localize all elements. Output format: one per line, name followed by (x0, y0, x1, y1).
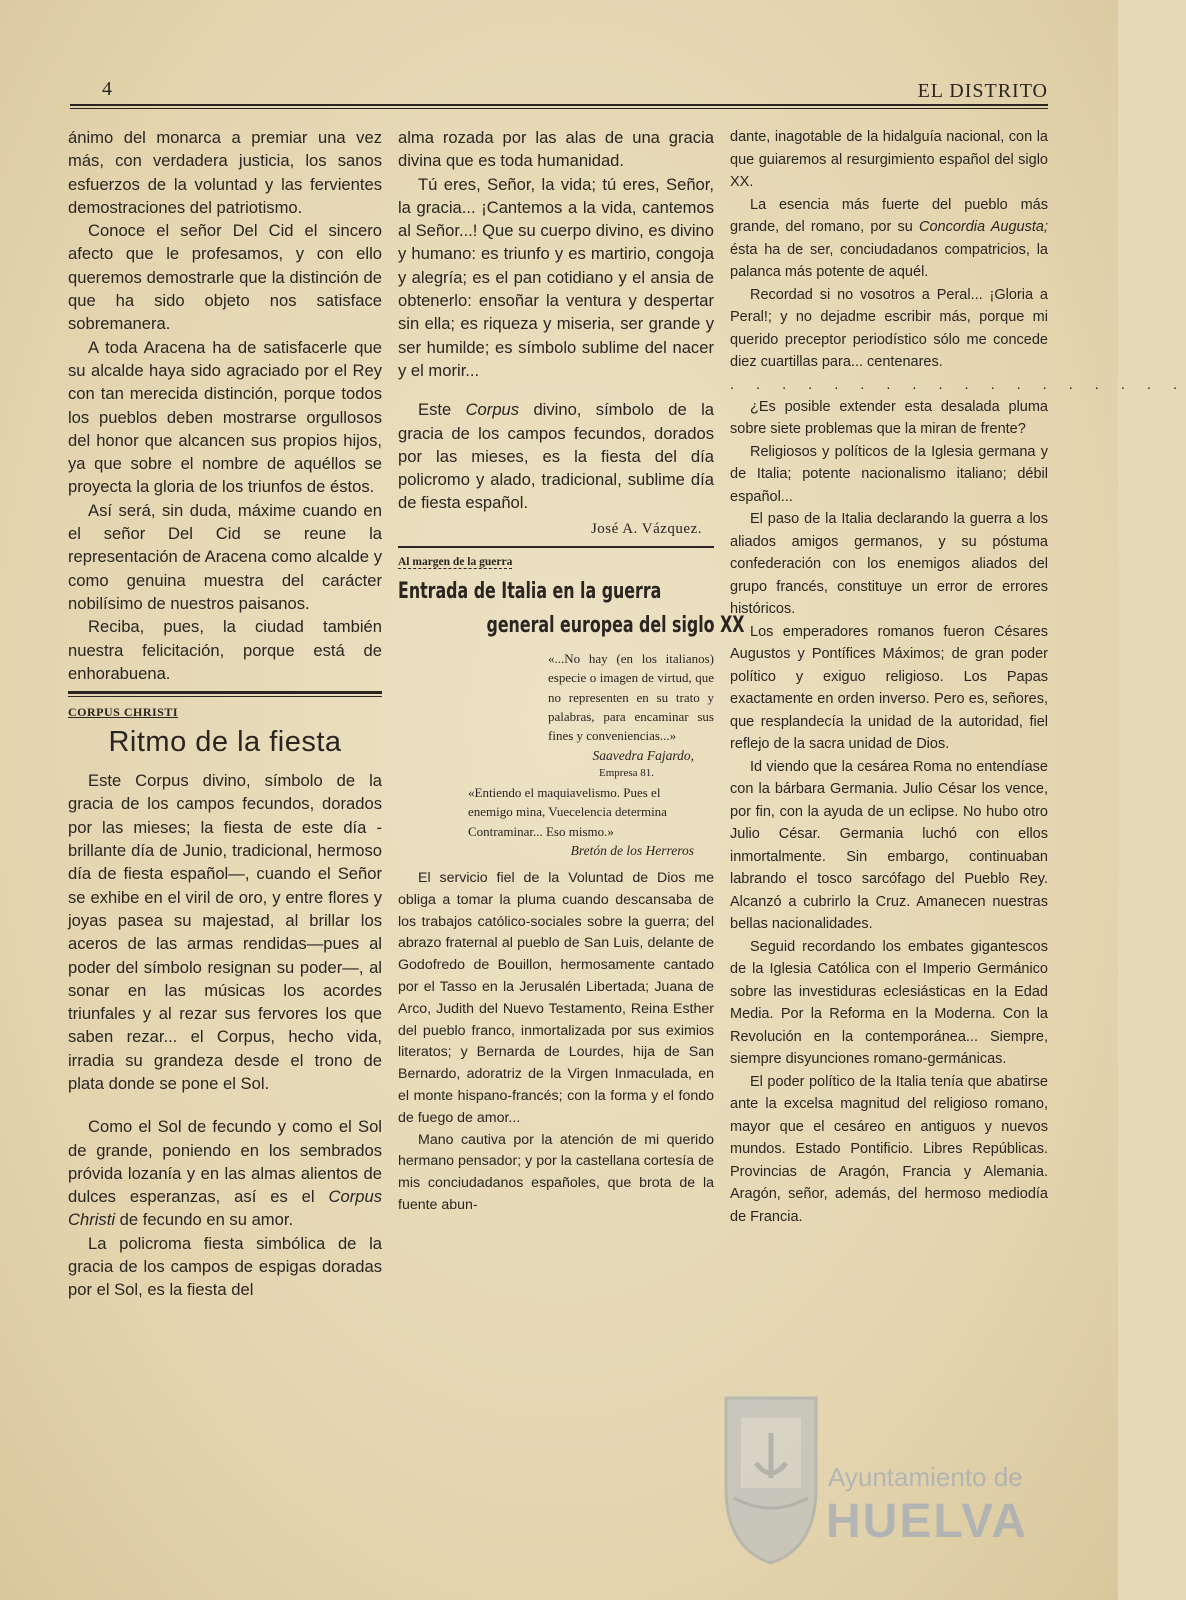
article-headline-line1: Entrada de Italia en la guerra (398, 578, 662, 604)
article-paragraph: Id viendo que la cesárea Roma no entendíase con la bárbara Germania. Julio César los vence, por fin, con la ayuda de un eclipse. No hubo otro Julio César. Germania luchó con ellos inmortalmente. Sin embargo, continuaban labrando el tosco sarcófago del Pueblo Rey. Alcanzó a cubrirlo la Cruz. Amanecen nuestras bellas nacionalidades. (730, 758, 1048, 932)
header-rule (70, 104, 1048, 106)
article-paragraph: Como el Sol de fecundo y como el Sol de grande, poniendo en los sembrados próvida lozanía y en las almas alientos de dulces esperanzas, así es el Corpus Christi de fecundo en su amor. (68, 1117, 382, 1230)
paragraph: Conoce el señor Del Cid el sincero afecto que le profesamos, y con ello queremos demostrarle que la distinción de que ha sido objeto nos satisface sobremanera. (68, 221, 382, 334)
article-paragraph: dante, inagotable de la hidalguía nacional, con la que guiaremos al resurgimiento español del siglo XX. (730, 129, 1048, 190)
epigraph-author: Saavedra Fajardo, (592, 747, 694, 763)
section-kicker: Al margen de la guerra (398, 555, 513, 568)
header-rule-thin (70, 108, 1048, 109)
emphasis: Concordia Augusta; (919, 219, 1048, 235)
ellipsis-divider: . . . . . . . . . . . . . . . . . . (730, 376, 1186, 393)
section-divider (398, 546, 714, 548)
column-1 (68, 126, 382, 1302)
epigraph-source: Empresa 81. (599, 766, 654, 779)
article-paragraph: Los emperadores romanos fueron Césares Augustos y Pontífices Máximos; de gran poder político y exiguo religioso. Los Papas exactamente en orden inverso. Pero es, señores, que resplandecía la unidad de la autoridad, fiel reflejo de la sacra unidad de Dios. (730, 623, 1048, 752)
section-kicker: CORPUS CHRISTI (68, 705, 179, 720)
emphasis: Corpus (465, 400, 520, 420)
section-divider (68, 691, 382, 694)
article-paragraph: alma rozada por las alas de una gracia divina que es toda humanidad. (398, 128, 714, 171)
column-3 (730, 126, 1186, 1228)
article-paragraph: El paso de la Italia declarando la guerra a los aliados amigos germanos, y su póstuma confederación con los enemigos aliados del grupo francés, constituye un error de errores históricos. (730, 511, 1048, 617)
article-paragraph: Religiosos y políticos de la Iglesia germana y de Italia; potente nacionalismo italiano; débil español... (730, 443, 1048, 505)
article-paragraph: Tú eres, Señor, la vida; tú eres, Señor, la gracia... ¡Cantemos a la vida, cantemos al Señor...! Que su cuerpo divino, es divino y humano: es triunfo y es martirio, congoja y alegría; es el pan cotidiano y el ansia de obtenerlo: ensoñar la ventura y despertar sin ella; es riqueza y miseria, ser grande y ser humilde; es símbolo sublime del nacer y el morir... (398, 174, 714, 380)
emphasis: Corpus Christi (68, 1187, 382, 1230)
masthead-title: EL DISTRITO (917, 80, 1048, 102)
article-headline-line2: general europea del siglo XX (486, 612, 745, 638)
article-paragraph: Mano cautiva por la atención de mi querido hermano pensador; y por la castellana cortesía de mis conciudadanos españoles, que brota de la fuente abun- (398, 1131, 714, 1213)
epigraph-quote: «...No hay (en los italianos) especie o imagen de virtud, que no representen en su trato y palabras, para encaminar sus fines y conveniencias...» (548, 650, 714, 744)
paragraph: A toda Aracena ha de satisfacerle que su alcalde haya sido agraciado por el Rey con tan merecida distinción, porque todos los pueblos deben mostrarse orgullosos del honor que alcancen sus propios hijos, ya que sobre el nombre de aquéllos se proyecta la gloria de los triunfos de éstos. (68, 337, 382, 497)
page-header (70, 78, 1048, 106)
article-paragraph: Este Corpus divino, símbolo de la gracia de los campos fecundos, dorados por las mieses; la fiesta de este día - brillante día de Junio, tradicional, hermoso día de fiesta español—, cuando el Señor se exhibe en el viril de oro, y entre flores y joyas pasea su majestad, al brillar los aceros de las armas rendidas—pues al poder del símbolo resignan su poder—, al sonar en las músicas los acordes triunfales y al rezar sus fervores los que saben rezar... el Corpus, hecho vida, irradia su grandeza desde el trono de plata donde se pone el Sol. (68, 771, 382, 1093)
article-headline: Ritmo de la fiesta (108, 726, 342, 759)
article-paragraph: Recordad si no vosotros a Peral... ¡Gloria a Peral!; y no dejadme escribir más, porque mi querido preceptor periodístico sólo me concede diez cuartillas para... centenares. (730, 286, 1048, 370)
column-2 (398, 126, 745, 1217)
author-signature: José A. Vázquez. (590, 520, 702, 537)
watermark-text: HUELVA (826, 1495, 1029, 1548)
article-paragraph: El servicio fiel de la Voluntad de Dios me obliga a tomar la pluma cuando descansaba de los trabajos católico-sociales sobre la guerra; del abrazo fraternal al pueblo de San Luis, delante de Godofredo de Bouillon, hermosamente cantado por el Tasso en la Jerusalén Libertada; Juana de Arco, Judith del Nuevo Testamento, Reina Esther del pueblo franco, inmortalizada por sus eximios literatos; y Bernarda de Lourdes, hija de San Bernardo, adoratriz de la Virgen Inmaculada, en el monte hispano-francés; con la forma y el fondo de fuego de amor... (398, 870, 714, 1126)
page-number: 4 (102, 78, 112, 100)
epigraph-quote: «Entiendo el maquiavelismo. Pues el enemigo mina, Vuecelencia determina Contraminar... Eso mismo.» (468, 784, 667, 839)
section-divider-thin (68, 696, 382, 697)
paragraph: Reciba, pues, la ciudad también nuestra felicitación, porque está de enhorabuena. (68, 617, 382, 683)
watermark-text: Ayuntamiento de (828, 1462, 1023, 1492)
paragraph: Así será, sin duda, máxime cuando en el señor Del Cid se reune la representación de Aracena como alcalde y como genuina muestra del carácter nobilísimo de nuestros paisanos. (68, 500, 382, 613)
article-paragraph: La policroma fiesta simbólica de la gracia de los campos de espigas doradas por el Sol, es la fiesta del (68, 1233, 382, 1300)
paragraph: ánimo del monarca a premiar una vez más, con verdadera justicia, los sanos esfuerzos de la voluntad y las fervientes demostraciones del patriotismo. (68, 128, 382, 217)
article-paragraph: ¿Es posible extender esta desalada pluma sobre siete problemas que la miran de frente? (730, 398, 1048, 437)
article-paragraph: Seguid recordando los embates gigantescos de la Iglesia Católica con el Imperio Germánico sobre las investiduras eclesiásticas en la Edad Media. Por la Reforma en la Moderna. Con la Revolución en la contemporánea... Siempre, siempre disyunciones romano-germánicas. (730, 938, 1048, 1067)
epigraph-author: Bretón de los Herreros (570, 843, 694, 858)
article-paragraph: Este Corpus divino, símbolo de la gracia de los campos fecundos, dorados por las mieses, es la fiesta del día policromo y alado, tradicional, sublime día de fiesta español. (398, 400, 714, 513)
article-paragraph: La esencia más fuerte del pueblo más grande, del romano, por su Concordia Augusta; ésta ha de ser, conciudadanos compatricios, la palanca más potente de aquél. (730, 196, 1048, 280)
article-paragraph: El poder político de la Italia tenía que abatirse ante la excelsa magnitud del religioso romano, mayor que el cesáreo en antiguos y nuevos mundos. Estado Pontificio. Libres Repúblicas. Provincias de Aragón, Francia y Alemania. Aragón, señor, además, del hermoso mediodía de Francia. (730, 1073, 1048, 1225)
